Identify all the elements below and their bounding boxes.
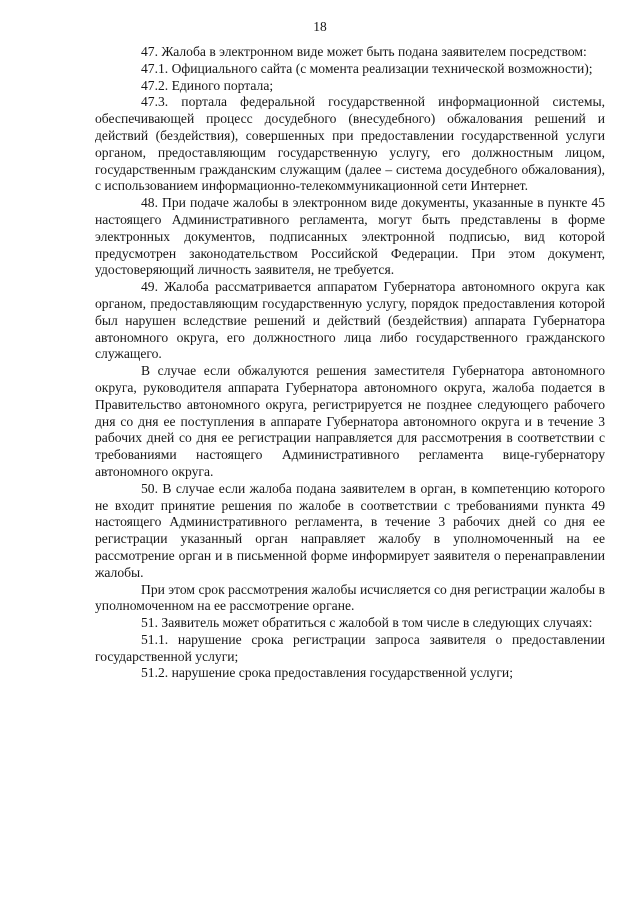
paragraph-48: 48. При подаче жалобы в электронном виде документы, указанные в пункте 45 настоящего Административного регламента, могут быть представлены в форме электронных документов, подписанных электронной подписью, вид которой предусмотрен законодательством Российской Федерации. При этом документ, удостоверяющий личность заявителя, не требуется. [95, 195, 605, 278]
page-number: 18 [313, 19, 327, 34]
paragraph-49-case: В случае если обжалуются решения заместителя Губернатора автономного округа, руководителя аппарата Губернатора автономного округа, жалоба подается в Правительство автономного округа, регистрируется не позднее следующего рабочего дня со дня ее поступления в аппарате Губернатора автономного округа и в течение 3 рабочих дней со дня ее регистрации направляется для рассмотрения в соответствии с требованиями настоящего Административного регламента вице-губернатору автономного округа. [95, 363, 605, 479]
paragraph-47-3: 47.3. портала федеральной государственной информационной системы, обеспечивающей процесс досудебного (внесудебного) обжалования решений и действий (бездействия), совершенных при предоставлении государственной услуги органом, предоставляющим государственную услугу, его должностным лицом, государственным гражданским служащим (далее – система досудебного обжалования), с использованием информационно-телекоммуникационной сети Интернет. [95, 94, 605, 194]
paragraph-49: 49. Жалоба рассматривается аппаратом Губернатора автономного округа как органом, предоставляющим государственную услугу, порядок предоставления которой был нарушен вследствие решений и действий (бездействия) аппарата Губернатора автономного округа, его должностного лица либо государственного гражданского служащего. [95, 279, 605, 362]
paragraph-47-1: 47.1. Официального сайта (с момента реализации технической возможности); [141, 60, 593, 76]
paragraph-51-2: 51.2. нарушение срока предоставления государственной услуги; [141, 665, 513, 681]
paragraph-50: 50. В случае если жалоба подана заявителем в орган, в компетенцию которого не входит принятие решения по жалобе в соответствии с требованиями пункта 49 настоящего Административного регламента, в течение 3 рабочих дней со дня ее регистрации указанный орган направляет жалобу в уполномоченный на ее рассмотрение орган и в письменной форме информирует заявителя о перенаправлении жалобы. [95, 480, 605, 580]
paragraph-51-1: 51.1. нарушение срока регистрации запроса заявителя о предоставлении государственной услуги; [95, 631, 605, 664]
paragraph-47-2: 47.2. Единого портала; [141, 77, 274, 93]
paragraph-51: 51. Заявитель может обратиться с жалобой в том числе в следующих случаях: [141, 615, 593, 631]
paragraph-50-term: При этом срок рассмотрения жалобы исчисляется со дня регистрации жалобы в уполномоченном на ее рассмотрение органе. [95, 581, 605, 614]
document-body [95, 44, 605, 682]
paragraph-47: 47. Жалоба в электронном виде может быть подана заявителем посредством: [141, 44, 587, 59]
